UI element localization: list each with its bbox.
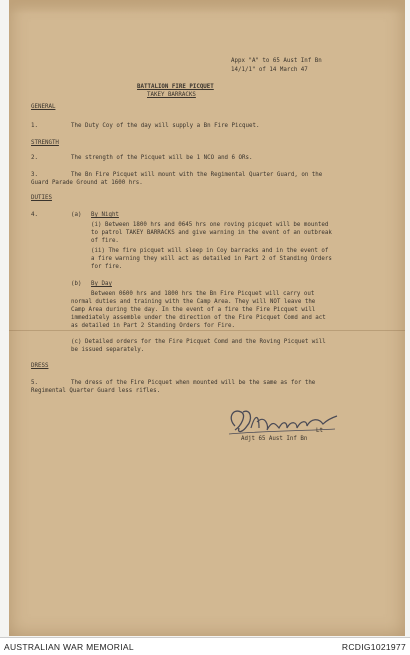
para-5-line-2: Regimental Quarter Guard less rifles. [31, 388, 161, 394]
para-3-line-2: Guard Parade Ground at 1600 hrs. [31, 180, 143, 186]
para-3-line-1: The Bn Fire Picquet will mount with the Regimental Quarter Guard, on the [71, 172, 323, 178]
para-5-number: 5. [31, 380, 38, 386]
signature-rank: Lt [316, 428, 323, 434]
sub-c-line-2: be issued separately. [71, 347, 145, 353]
sub-a-ii-line-2: a fire warning they will act as detailed in Part 2 of Standing Orders [91, 256, 332, 262]
para-5-line-1: The dress of the Fire Picquet when mounted will be the same as for the [71, 380, 316, 386]
sub-a-heading: By Night [91, 212, 119, 218]
footer-record-id: RCDIG1021977 [341, 642, 406, 652]
sub-a-label: (a) [71, 212, 82, 218]
sub-a-i-line-2: to patrol TAKEY BARRACKS and give warning in the event of an outbreak [91, 230, 332, 236]
para-1-number: 1. [31, 123, 38, 129]
sub-b-line-4: immediately assemble under the direction of the Fire Picquet Comd and act [71, 315, 326, 321]
sub-b-line-5: as detailed in Part 2 Standing Orders for Fire. [71, 323, 236, 329]
reference-line-1: Appx "A" to 65 Aust Inf Bn [231, 58, 322, 64]
archive-footer [0, 637, 410, 655]
heading-general: GENERAL [31, 104, 56, 110]
sub-b-label: (b) [71, 281, 82, 287]
para-4-number: 4. [31, 212, 38, 218]
sub-a-ii-line-1: (ii) The fire picquet will sleep in Coy barracks and in the event of [91, 248, 329, 254]
fold-crease [9, 330, 405, 331]
para-1-text: The Duty Coy of the day will supply a Bn Fire Picquet. [71, 123, 260, 129]
sub-b-heading: By Day [91, 281, 112, 287]
sub-c-line-1: (c) Detailed orders for the Fire Picquet Comd and the Roving Picquet will [71, 339, 326, 345]
para-3-number: 3. [31, 172, 38, 178]
signature-title: Adjt 65 Aust Inf Bn [241, 436, 308, 442]
document-title: BATTALION FIRE PICQUET [137, 84, 214, 90]
heading-dress: DRESS [31, 363, 49, 369]
document-page [9, 0, 405, 636]
para-2-number: 2. [31, 155, 38, 161]
sub-a-i-line-1: (i) Between 1800 hrs and 0645 hrs one roving picquet will be mounted [91, 222, 329, 228]
sub-b-line-1: Between 0600 hrs and 1800 hrs the Bn Fire Picquet will carry out [91, 291, 315, 297]
footer-institution: AUSTRALIAN WAR MEMORIAL [4, 642, 134, 652]
sub-b-line-3: Camp Area during the day. In the event of a fire the Fire Picquet will [71, 307, 316, 313]
sub-b-line-2: normal duties and training with the Camp Area. They will NOT leave the [71, 299, 316, 305]
reference-line-2: 14/1/1" of 14 March 47 [231, 67, 308, 73]
sub-a-i-line-3: of fire. [91, 238, 119, 244]
para-2-text: The strength of the Picquet will be 1 NCO and 6 ORs. [71, 155, 253, 161]
heading-strength: STRENGTH [31, 140, 59, 146]
heading-duties: DUTIES [31, 195, 52, 201]
sub-a-ii-line-3: for fire. [91, 264, 123, 270]
document-subtitle: TAKEY BARRACKS [147, 92, 196, 98]
